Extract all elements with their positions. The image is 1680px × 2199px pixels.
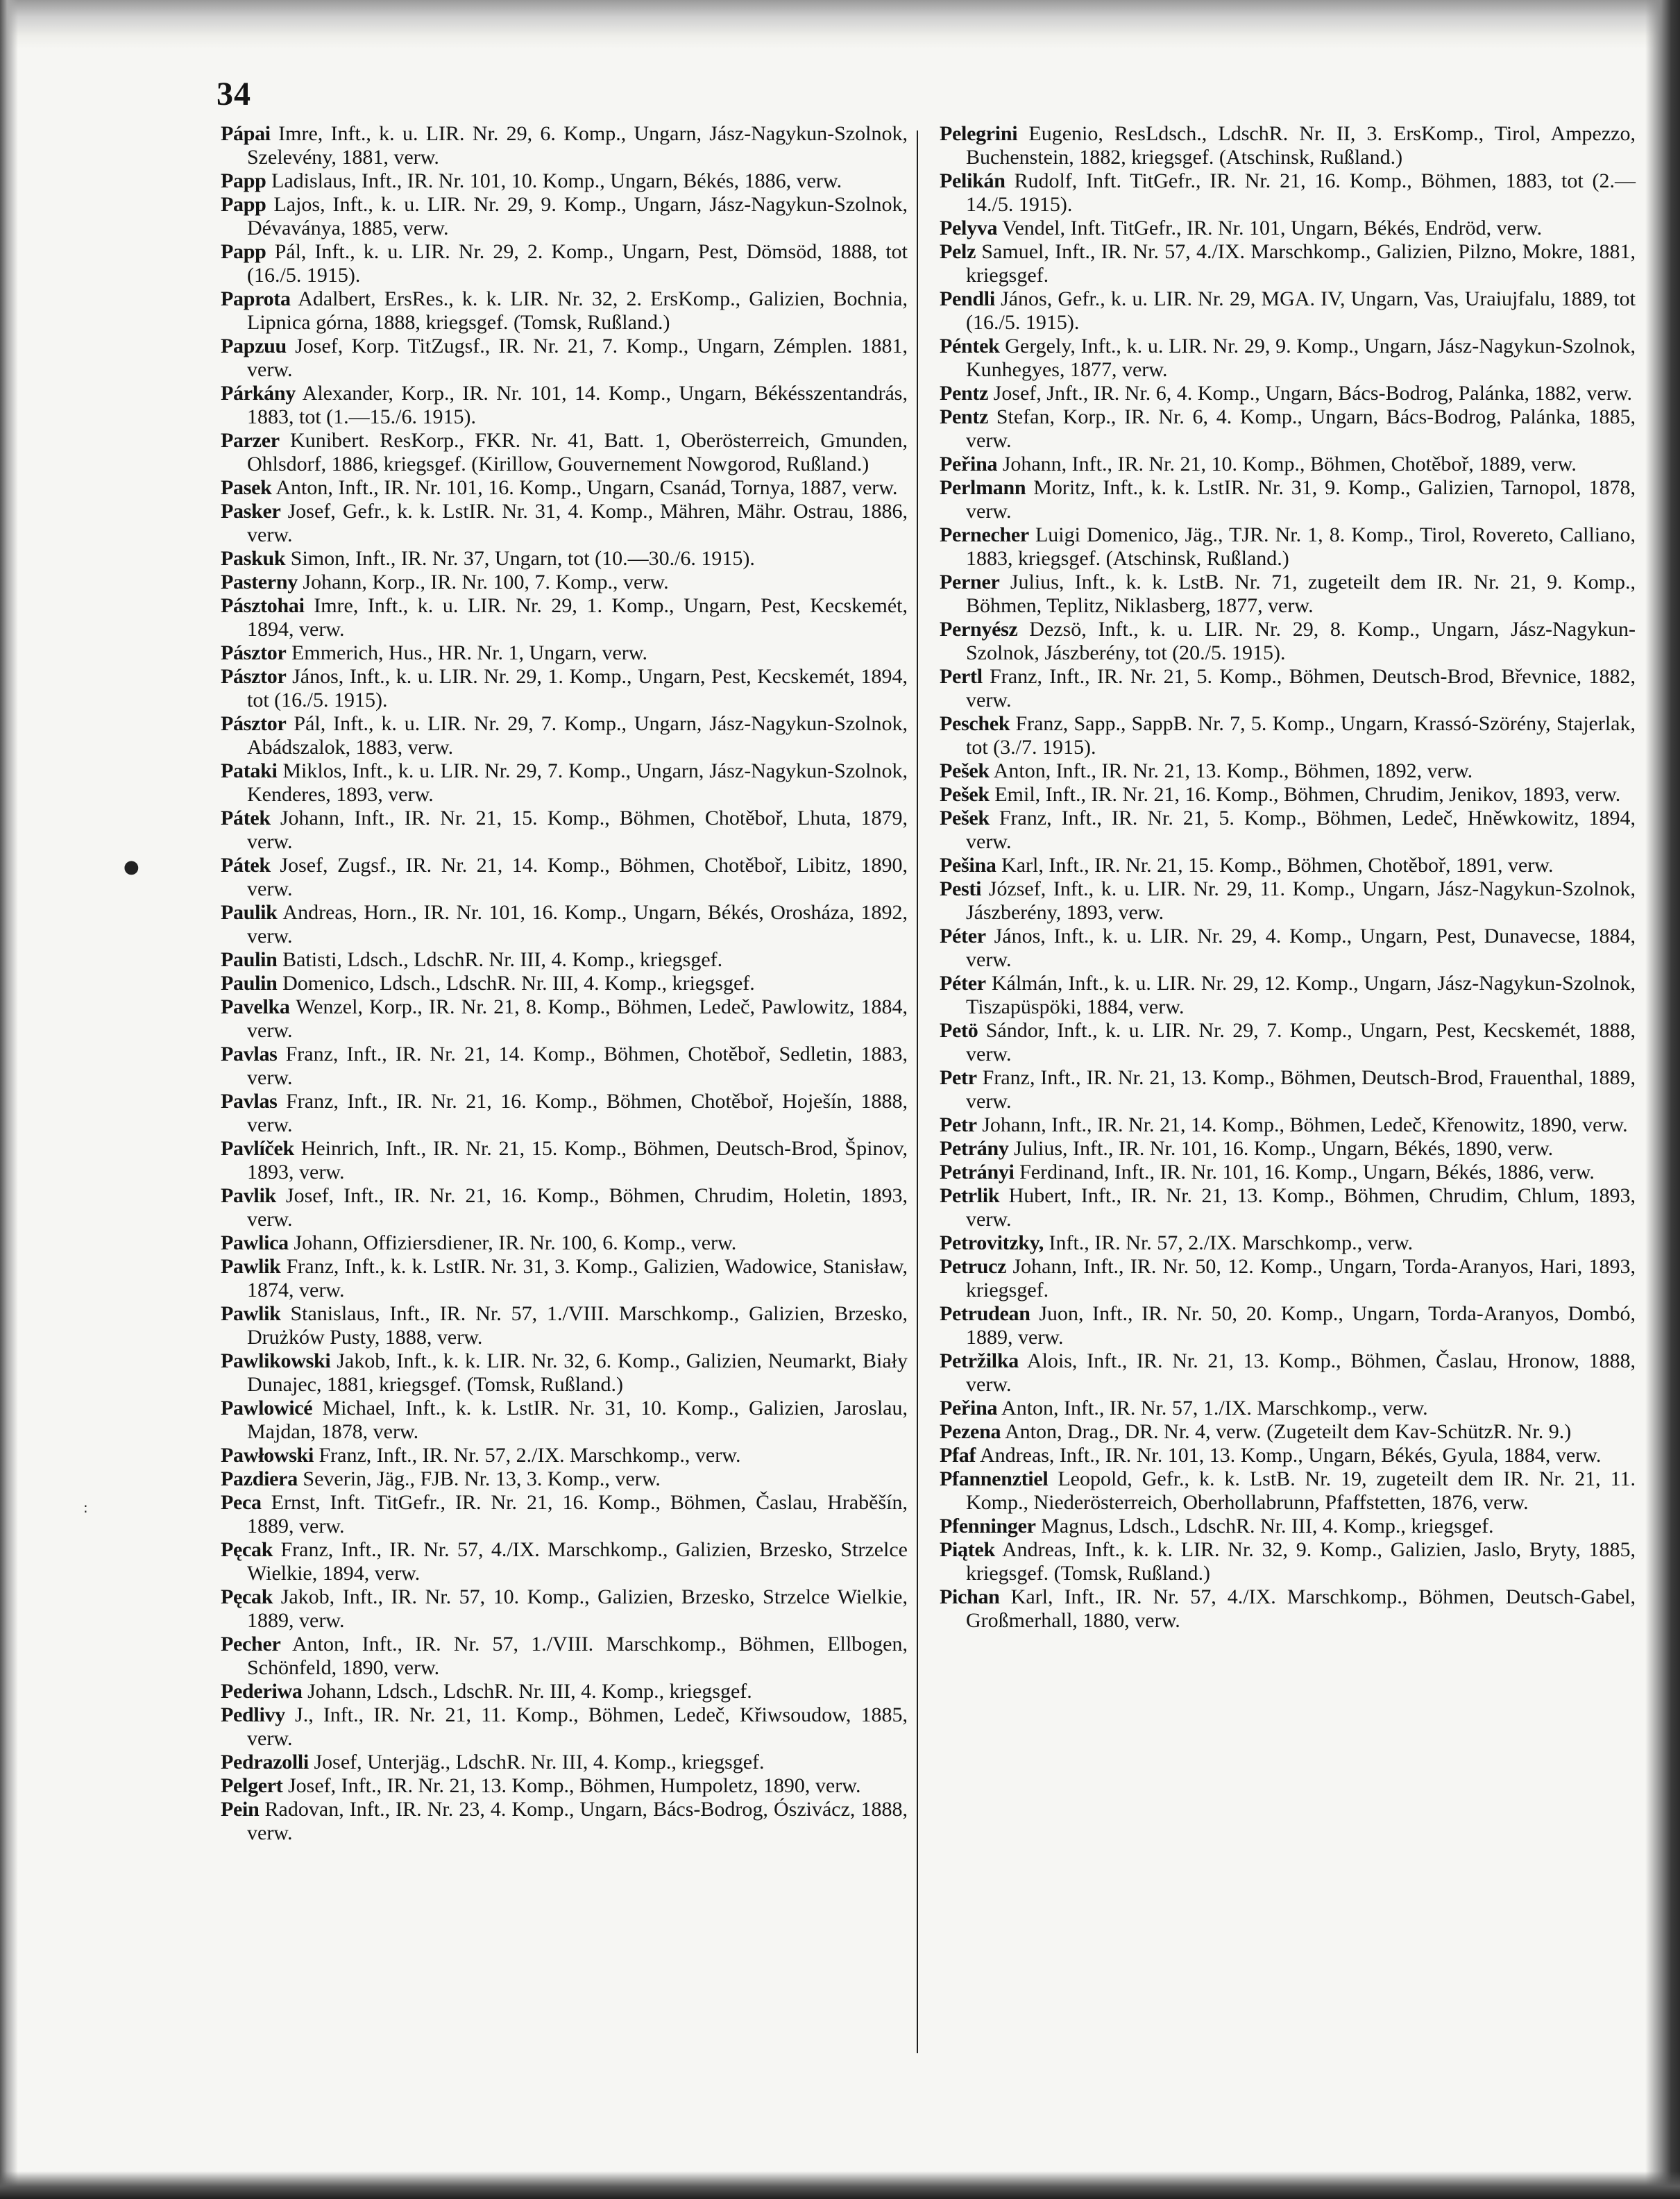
entry-surname: Péter — [940, 925, 986, 947]
entry-surname: Petr — [940, 1066, 977, 1089]
register-entry — [940, 759, 1636, 783]
entry-surname: Perlmann — [940, 476, 1026, 499]
register-entry — [221, 972, 908, 995]
register-entry — [940, 476, 1636, 523]
entry-surname: Pawlikowski — [221, 1349, 331, 1372]
register-entry — [221, 1397, 908, 1444]
register-entry — [940, 1137, 1636, 1161]
entry-surname: Pelikán — [940, 169, 1006, 192]
entry-surname: Pfenninger — [940, 1515, 1036, 1537]
register-entry — [221, 1090, 908, 1137]
entry-details: Pál, Inft., k. u. LIR. Nr. 29, 2. Komp., Ungarn, Pest, Dömsöd, 1888, tot (16./5. 1915). — [247, 240, 908, 287]
register-entry — [940, 1302, 1636, 1349]
register-entry — [940, 1349, 1636, 1397]
entry-surname: Pásztor — [221, 641, 287, 664]
entry-surname: Papp — [221, 169, 266, 192]
entry-details: Andreas, Horn., IR. Nr. 101, 16. Komp., Ungarn, Békés, Orosháza, 1892, verw. — [247, 901, 908, 947]
entry-surname: Petrlik — [940, 1184, 1000, 1207]
entry-details: Luigi Domenico, Jäg., TJR. Nr. 1, 8. Komp., Tirol, Rovereto, Calliano, 1883, kriegsgef. (Atschinsk, Rußland.) — [966, 523, 1636, 570]
register-entry — [221, 1585, 908, 1633]
entry-surname: Paulin — [221, 972, 278, 995]
register-entry — [221, 1538, 908, 1585]
entry-details: Leopold, Gefr., k. k. LstB. Nr. 19, zugeteilt dem IR. Nr. 21, 11. Komp., Niederösterreich, Oberhollabrunn, Pfaffstetten, 1876, verw. — [966, 1467, 1636, 1514]
register-entry — [940, 287, 1636, 335]
entry-surname: Petö — [940, 1019, 978, 1042]
entry-surname: Pešina — [940, 854, 996, 877]
register-entry — [221, 641, 908, 665]
register-entry — [221, 1703, 908, 1751]
register-entry — [940, 1444, 1636, 1467]
entry-surname: Pawlica — [221, 1231, 289, 1254]
register-entry — [940, 1515, 1636, 1538]
entry-details: Josef, Gefr., k. k. LstIR. Nr. 31, 4. Komp., Mähren, Mähr. Ostrau, 1886, verw. — [247, 500, 908, 546]
entry-surname: Péntek — [940, 335, 1000, 357]
register-entry — [940, 1231, 1636, 1255]
entry-details: Johann, Inft., IR. Nr. 21, 15. Komp., Böhmen, Chotěboř, Lhuta, 1879, verw. — [247, 807, 908, 853]
entry-surname: Petrudean — [940, 1302, 1030, 1325]
entry-details: Franz, Inft., IR. Nr. 57, 2./IX. Marschkomp., verw. — [319, 1444, 741, 1467]
entry-surname: Pavlas — [221, 1090, 278, 1113]
entry-surname: Pásztor — [221, 712, 287, 735]
register-entry — [221, 1633, 908, 1680]
register-entry — [221, 712, 908, 759]
entry-surname: Pasterny — [221, 571, 298, 593]
column-divider — [917, 130, 918, 2053]
register-entry — [940, 783, 1636, 807]
register-entry — [940, 1184, 1636, 1231]
register-entry — [221, 995, 908, 1043]
entry-details: Vendel, Inft. TitGefr., IR. Nr. 101, Ungarn, Békés, Endröd, verw. — [1002, 217, 1543, 239]
entry-details: Anton, Inft., IR. Nr. 57, 1./VIII. Marschkomp., Böhmen, Ellbogen, Schönfeld, 1890, verw. — [247, 1633, 908, 1679]
entry-details: Franz, Inft., IR. Nr. 21, 14. Komp., Böhmen, Chotěboř, Sedletin, 1883, verw. — [247, 1043, 908, 1089]
entry-details: Radovan, Inft., IR. Nr. 23, 4. Komp., Ungarn, Bács-Bodrog, Ószivácz, 1888, verw. — [247, 1798, 908, 1844]
entry-surname: Pernecher — [940, 523, 1029, 546]
register-entry — [221, 759, 908, 807]
entry-details: Anton, Inft., IR. Nr. 57, 1./IX. Marschkomp., verw. — [1001, 1397, 1428, 1419]
entry-details: Hubert, Inft., IR. Nr. 21, 13. Komp., Böhmen, Chrudim, Chlum, 1893, verw. — [966, 1184, 1636, 1231]
entry-details: Franz, Inft., k. k. LstIR. Nr. 31, 3. Komp., Galizien, Wadowice, Stanisław, 1874, verw. — [247, 1255, 908, 1301]
entry-details: Stanislaus, Inft., IR. Nr. 57, 1./VIII. Marschkomp., Galizien, Brzesko, Drużków Pusty, 1888, verw. — [247, 1302, 908, 1349]
register-entry — [940, 972, 1636, 1019]
register-entry — [221, 1444, 908, 1467]
entry-surname: Pelgert — [221, 1774, 283, 1797]
register-entry — [221, 594, 908, 641]
entry-surname: Pataki — [221, 759, 278, 782]
entry-surname: Parzer — [221, 429, 280, 452]
entry-details: Rudolf, Inft. TitGefr., IR. Nr. 21, 16. Komp., Böhmen, 1883, tot (2.—14./5. 1915). — [966, 169, 1636, 216]
entry-details: Lajos, Inft., k. u. LIR. Nr. 29, 9. Komp., Ungarn, Jász-Nagykun-Szolnok, Dévaványa, 1885, verw. — [247, 193, 908, 239]
entry-surname: Pfaf — [940, 1444, 976, 1467]
entry-surname: Pendli — [940, 287, 995, 310]
entry-details: János, Gefr., k. u. LIR. Nr. 29, MGA. IV, Ungarn, Vas, Uraiujfalu, 1889, tot (16./5. 1915). — [966, 287, 1636, 334]
entry-details: Alexander, Korp., IR. Nr. 101, 14. Komp., Ungarn, Békésszentandrás, 1883, tot (1.—15./6. 1915). — [247, 382, 908, 428]
entry-surname: Petrányi — [940, 1161, 1015, 1183]
entry-details: Anton, Drag., DR. Nr. 4, verw. (Zugeteilt dem Kav-SchützR. Nr. 9.) — [1005, 1420, 1572, 1443]
entry-surname: Pawlik — [221, 1302, 281, 1325]
register-entry — [940, 169, 1636, 217]
entry-surname: Peca — [221, 1491, 262, 1514]
entry-details: Julius, Inft., k. k. LstB. Nr. 71, zugeteilt dem IR. Nr. 21, 9. Komp., Böhmen, Teplitz, Niklasberg, 1877, verw. — [966, 571, 1636, 617]
register-entry — [940, 571, 1636, 618]
entry-surname: Piątek — [940, 1538, 995, 1561]
register-entry — [940, 1066, 1636, 1113]
register-entry — [221, 476, 908, 500]
entry-details: Moritz, Inft., k. k. LstIR. Nr. 31, 9. Komp., Galizien, Tarnopol, 1878, verw. — [966, 476, 1636, 523]
scan-shadow-right — [1645, 0, 1680, 2199]
entry-details: Alois, Inft., IR. Nr. 21, 13. Komp., Böhmen, Časlau, Hronow, 1888, verw. — [966, 1349, 1636, 1396]
entry-surname: Pesti — [940, 877, 982, 900]
entry-details: Karl, Inft., IR. Nr. 21, 15. Komp., Böhmen, Chotěboř, 1891, verw. — [1001, 854, 1554, 877]
entry-surname: Pęcak — [221, 1585, 273, 1608]
entry-details: Josef, Zugsf., IR. Nr. 21, 14. Komp., Böhmen, Chotěboř, Libitz, 1890, verw. — [247, 854, 908, 900]
register-entry — [940, 925, 1636, 972]
entry-details: Johann, Ldsch., LdschR. Nr. III, 4. Komp., kriegsgef. — [307, 1680, 752, 1703]
entry-surname: Pedlivy — [221, 1703, 285, 1726]
entry-details: József, Inft., k. u. LIR. Nr. 29, 11. Komp., Ungarn, Jász-Nagykun-Szolnok, Jászberény, 1893, verw. — [966, 877, 1636, 924]
register-entry — [221, 169, 908, 193]
register-entry — [221, 1302, 908, 1349]
register-entry — [221, 807, 908, 854]
register-entry — [940, 335, 1636, 382]
register-entry — [221, 1231, 908, 1255]
entry-surname: Peřina — [940, 1397, 998, 1419]
entry-surname: Pawlowicé — [221, 1397, 313, 1419]
entry-details: Johann, Inft., IR. Nr. 21, 14. Komp., Böhmen, Ledeč, Křenowitz, 1890, verw. — [982, 1113, 1628, 1136]
entry-details: Gergely, Inft., k. u. LIR. Nr. 29, 9. Komp., Ungarn, Jász-Nagykun-Szolnok, Kunhegyes, 1877, verw. — [966, 335, 1636, 381]
entry-details: Sándor, Inft., k. u. LIR. Nr. 29, 7. Komp., Ungarn, Pest, Kecskemét, 1888, verw. — [966, 1019, 1636, 1065]
entry-details: Heinrich, Inft., IR. Nr. 21, 15. Komp., Böhmen, Deutsch-Brod, Špinov, 1893, verw. — [247, 1137, 908, 1183]
entry-surname: Pawlik — [221, 1255, 281, 1278]
register-entry — [221, 193, 908, 240]
register-entry — [221, 1137, 908, 1184]
entry-details: Johann, Korp., IR. Nr. 100, 7. Komp., verw. — [303, 571, 669, 593]
entry-details: Inft., IR. Nr. 57, 2./IX. Marschkomp., verw. — [1049, 1231, 1414, 1254]
entry-surname: Pásztohai — [221, 594, 305, 617]
entry-details: Andreas, Inft., k. k. LIR. Nr. 32, 9. Komp., Galizien, Jaslo, Bryty, 1885, kriegsgef. (Tomsk, Rußland.) — [966, 1538, 1636, 1585]
entry-surname: Pešek — [940, 783, 990, 806]
entry-surname: Paulin — [221, 948, 278, 971]
entry-details: Johann, Offiziersdiener, IR. Nr. 100, 6. Komp., verw. — [294, 1231, 737, 1254]
register-entry — [940, 453, 1636, 476]
entry-details: Imre, Inft., k. u. LIR. Nr. 29, 1. Komp., Ungarn, Pest, Kecskemét, 1894, verw. — [247, 594, 908, 641]
entry-surname: Pavlíček — [221, 1137, 294, 1160]
entry-details: Ernst, Inft. TitGefr., IR. Nr. 21, 16. Komp., Böhmen, Časlau, Hraběšín, 1889, verw. — [247, 1491, 908, 1537]
register-entry — [940, 854, 1636, 877]
register-entry — [221, 948, 908, 972]
register-entry — [940, 1397, 1636, 1420]
entry-surname: Pásztor — [221, 665, 287, 688]
entry-details: Josef, Korp. TitZugsf., IR. Nr. 21, 7. Komp., Ungarn, Zémplen. 1881, verw. — [247, 335, 908, 381]
register-entry — [940, 1538, 1636, 1585]
register-entry — [221, 665, 908, 712]
entry-details: Andreas, Inft., IR. Nr. 101, 13. Komp., Ungarn, Békés, Gyula, 1884, verw. — [979, 1444, 1602, 1467]
entry-details: Imre, Inft., k. u. LIR. Nr. 29, 6. Komp., Ungarn, Jász-Nagykun-Szolnok, Szelevény, 1881, verw. — [247, 122, 908, 169]
register-entry — [221, 1467, 908, 1491]
entry-surname: Pápai — [221, 122, 271, 145]
entry-surname: Pasker — [221, 500, 281, 523]
entry-surname: Paskuk — [221, 547, 286, 570]
register-entry — [940, 240, 1636, 287]
entry-surname: Pecher — [221, 1633, 281, 1655]
entry-details: Emmerich, Hus., HR. Nr. 1, Ungarn, verw. — [291, 641, 647, 664]
entry-details: Pál, Inft., k. u. LIR. Nr. 29, 7. Komp., Ungarn, Jász-Nagykun-Szolnok, Abádszalok, 1883, verw. — [247, 712, 908, 759]
entry-surname: Pezena — [940, 1420, 1001, 1443]
entry-surname: Párkány — [221, 382, 296, 405]
entry-details: Samuel, Inft., IR. Nr. 57, 4./IX. Marschkomp., Galizien, Pilzno, Mokre, 1881, kriegsgef. — [966, 240, 1636, 287]
entry-details: Franz, Inft., IR. Nr. 21, 13. Komp., Böhmen, Deutsch-Brod, Frauenthal, 1889, verw. — [966, 1066, 1636, 1113]
entry-details: Franz, Inft., IR. Nr. 21, 5. Komp., Böhmen, Deutsch-Brod, Břevnice, 1882, verw. — [966, 665, 1636, 711]
entry-details: Franz, Inft., IR. Nr. 21, 16. Komp., Böhmen, Chotěboř, Hoješín, 1888, verw. — [247, 1090, 908, 1136]
register-entry — [221, 1680, 908, 1703]
entry-details: Eugenio, ResLdsch., LdschR. Nr. II, 3. ErsKomp., Tirol, Ampezzo, Buchenstein, 1882, kriegsgef. (Atschinsk, Rußland.) — [966, 122, 1636, 169]
entry-surname: Pátek — [221, 854, 271, 877]
entry-surname: Peschek — [940, 712, 1010, 735]
register-entry — [940, 1019, 1636, 1066]
entry-surname: Papp — [221, 193, 266, 216]
entry-details: Miklos, Inft., k. u. LIR. Nr. 29, 7. Komp., Ungarn, Jász-Nagykun-Szolnok, Kenderes, 1893, verw. — [247, 759, 908, 806]
register-entry — [940, 523, 1636, 571]
entry-details: Anton, Inft., IR. Nr. 101, 16. Komp., Ungarn, Csanád, Tornya, 1887, verw. — [275, 476, 898, 499]
register-entry — [940, 1467, 1636, 1515]
margin-speck-mark: : — [83, 1499, 88, 1516]
register-entry — [221, 547, 908, 571]
register-entry — [940, 1161, 1636, 1184]
entry-details: János, Inft., k. u. LIR. Nr. 29, 1. Komp., Ungarn, Pest, Kecskemét, 1894, tot (16./5. 1915). — [247, 665, 908, 711]
entry-surname: Papzuu — [221, 335, 287, 357]
register-entry — [221, 571, 908, 594]
entry-surname: Pavlas — [221, 1043, 278, 1065]
register-entry — [940, 1420, 1636, 1444]
entry-surname: Peřina — [940, 453, 998, 475]
entry-surname: Pazdiera — [221, 1467, 298, 1490]
page-number: 34 — [217, 76, 251, 112]
entry-surname: Pederiwa — [221, 1680, 303, 1703]
register-entry — [221, 1798, 908, 1845]
entry-details: Josef, Jnft., IR. Nr. 6, 4. Komp., Ungarn, Bács-Bodrog, Palánka, 1882, verw. — [993, 382, 1633, 405]
entry-details: Franz, Sapp., SappB. Nr. 7, 5. Komp., Ungarn, Krassó-Szörény, Stajerlak, tot (3./7. 1915). — [966, 712, 1636, 759]
entry-surname: Pavlik — [221, 1184, 276, 1207]
entry-surname: Pešek — [940, 807, 990, 829]
register-entry — [221, 1043, 908, 1090]
entry-surname: Pentz — [940, 405, 989, 428]
scan-shadow-left — [0, 0, 18, 2199]
register-entry — [940, 1255, 1636, 1302]
entry-surname: Paulik — [221, 901, 278, 924]
register-entry — [221, 1774, 908, 1798]
entry-surname: Petrány — [940, 1137, 1009, 1160]
register-entry — [221, 122, 908, 169]
entry-surname: Petr — [940, 1113, 977, 1136]
register-entry — [221, 429, 908, 476]
entry-surname: Pešek — [940, 759, 990, 782]
entry-details: Domenico, Ldsch., LdschR. Nr. III, 4. Komp., kriegsgef. — [282, 972, 755, 995]
entry-surname: Péter — [940, 972, 986, 995]
register-entry — [940, 382, 1636, 405]
entry-surname: Pátek — [221, 807, 271, 829]
register-entry — [940, 712, 1636, 759]
entry-details: Josef, Inft., IR. Nr. 21, 13. Komp., Böhmen, Humpoletz, 1890, verw. — [288, 1774, 861, 1797]
entry-details: Simon, Inft., IR. Nr. 37, Ungarn, tot (10.—30./6. 1915). — [290, 547, 755, 570]
register-entry — [940, 1585, 1636, 1633]
register-entry — [221, 240, 908, 287]
entry-surname: Pavelka — [221, 995, 290, 1018]
entry-details: Wenzel, Korp., IR. Nr. 21, 8. Komp., Böhmen, Ledeč, Pawlowitz, 1884, verw. — [247, 995, 908, 1042]
register-entry — [940, 877, 1636, 925]
entry-surname: Pelyva — [940, 217, 998, 239]
entry-details: Adalbert, ErsRes., k. k. LIR. Nr. 32, 2. ErsKomp., Galizien, Bochnia, Lipnica górna, 1888, kriegsgef. (Tomsk, Rußland.) — [247, 287, 908, 334]
register-entry — [221, 1184, 908, 1231]
entry-details: Karl, Inft., IR. Nr. 57, 4./IX. Marschkomp., Böhmen, Deutsch-Gabel, Großmerhall, 1880, verw. — [966, 1585, 1636, 1632]
entry-surname: Pentz — [940, 382, 989, 405]
entry-details: Dezsö, Inft., k. u. LIR. Nr. 29, 8. Komp., Ungarn, Jász-Nagykun-Szolnok, Jászberény, tot (20./5. 1915). — [966, 618, 1636, 664]
entry-details: Franz, Inft., IR. Nr. 57, 4./IX. Marschkomp., Galizien, Brzesko, Strzelce Wielkie, 1894, verw. — [247, 1538, 908, 1585]
entry-surname: Papp — [221, 240, 266, 263]
right-column — [940, 122, 1636, 1633]
scan-shadow-top — [0, 0, 1680, 49]
entry-details: Batisti, Ldsch., LdschR. Nr. III, 4. Komp., kriegsgef. — [282, 948, 723, 971]
register-entry — [221, 335, 908, 382]
entry-surname: Pelz — [940, 240, 976, 263]
entry-details: Kálmán, Inft., k. u. LIR. Nr. 29, 12. Komp., Ungarn, Jász-Nagykun-Szolnok, Tiszapüspöki, 1884, verw. — [966, 972, 1636, 1018]
entry-surname: Pedrazolli — [221, 1751, 309, 1773]
scan-shadow-bottom — [0, 2171, 1680, 2199]
entry-details: Juon, Inft., IR. Nr. 50, 20. Komp., Ungarn, Torda-Aranyos, Dombó, 1889, verw. — [966, 1302, 1636, 1349]
entry-surname: Pein — [221, 1798, 260, 1821]
entry-surname: Pichan — [940, 1585, 1000, 1608]
register-entry — [221, 854, 908, 901]
entry-surname: Pęcak — [221, 1538, 273, 1561]
entry-surname: Pawłowski — [221, 1444, 314, 1467]
entry-surname: Pernyész — [940, 618, 1018, 641]
register-entry — [940, 807, 1636, 854]
entry-details: Johann, Inft., IR. Nr. 50, 12. Komp., Ungarn, Torda-Aranyos, Hari, 1893, kriegsgef. — [966, 1255, 1636, 1301]
entry-surname: Petrucz — [940, 1255, 1007, 1278]
entry-surname: Pertl — [940, 665, 983, 688]
entry-details: J., Inft., IR. Nr. 21, 11. Komp., Böhmen, Ledeč, Křiwsoudow, 1885, verw. — [247, 1703, 908, 1750]
register-entry — [221, 500, 908, 547]
register-entry — [940, 665, 1636, 712]
entry-surname: Paprota — [221, 287, 291, 310]
entry-details: Michael, Inft., k. k. LstIR. Nr. 31, 10. Komp., Galizien, Jaroslau, Majdan, 1878, verw. — [247, 1397, 908, 1443]
entry-details: János, Inft., k. u. LIR. Nr. 29, 4. Komp., Ungarn, Pest, Dunavecse, 1884, verw. — [966, 925, 1636, 971]
margin-dot-mark: ● — [124, 857, 139, 877]
register-entry — [221, 901, 908, 948]
register-entry — [221, 1751, 908, 1774]
entry-details: Stefan, Korp., IR. Nr. 6, 4. Komp., Ungarn, Bács-Bodrog, Palánka, 1885, verw. — [966, 405, 1636, 452]
entry-surname: Petržilka — [940, 1349, 1019, 1372]
register-entry — [940, 405, 1636, 453]
entry-surname: Perner — [940, 571, 1000, 593]
register-entry — [221, 1491, 908, 1538]
entry-surname: Pfannenztiel — [940, 1467, 1049, 1490]
entry-details: Ferdinand, Inft., IR. Nr. 101, 16. Komp., Ungarn, Békés, 1886, verw. — [1019, 1161, 1595, 1183]
entry-details: Franz, Inft., IR. Nr. 21, 5. Komp., Böhmen, Ledeč, Hněwkowitz, 1894, verw. — [966, 807, 1636, 853]
register-entry — [940, 618, 1636, 665]
register-entry — [221, 1349, 908, 1397]
entry-details: Johann, Inft., IR. Nr. 21, 10. Komp., Böhmen, Chotěboř, 1889, verw. — [1002, 453, 1577, 475]
entry-surname: Pasek — [221, 476, 272, 499]
entry-details: Emil, Inft., IR. Nr. 21, 16. Komp., Böhmen, Chrudim, Jenikov, 1893, verw. — [994, 783, 1621, 806]
entry-details: Ladislaus, Inft., IR. Nr. 101, 10. Komp., Ungarn, Békés, 1886, verw. — [271, 169, 842, 192]
entry-details: Jakob, Inft., IR. Nr. 57, 10. Komp., Galizien, Brzesko, Strzelce Wielkie, 1889, verw. — [247, 1585, 908, 1632]
entry-surname: Pelegrini — [940, 122, 1018, 145]
entry-details: Josef, Inft., IR. Nr. 21, 16. Komp., Böhmen, Chrudim, Holetin, 1893, verw. — [247, 1184, 908, 1231]
entry-details: Anton, Inft., IR. Nr. 21, 13. Komp., Böhmen, 1892, verw. — [993, 759, 1473, 782]
register-entry — [940, 1113, 1636, 1137]
register-entry — [940, 122, 1636, 169]
entry-details: Severin, Jäg., FJB. Nr. 13, 3. Komp., verw. — [303, 1467, 661, 1490]
entry-details: Kunibert. ResKorp., FKR. Nr. 41, Batt. 1, Oberösterreich, Gmunden, Ohlsdorf, 1886, kriegsgef. (Kirillow, Gouvernement Nowgorod, Rußland.) — [247, 429, 908, 475]
entry-details: Magnus, Ldsch., LdschR. Nr. III, 4. Komp., kriegsgef. — [1041, 1515, 1494, 1537]
entry-details: Jakob, Inft., k. k. LIR. Nr. 32, 6. Komp., Galizien, Neumarkt, Biały Dunajec, 1881, kriegsgef. (Tomsk, Rußland.) — [247, 1349, 908, 1396]
entry-details: Julius, Inft., IR. Nr. 101, 16. Komp., Ungarn, Békés, 1890, verw. — [1014, 1137, 1554, 1160]
left-column — [221, 122, 908, 1845]
entry-details: Josef, Unterjäg., LdschR. Nr. III, 4. Komp., kriegsgef. — [314, 1751, 765, 1773]
register-entry — [940, 217, 1636, 240]
register-entry — [221, 1255, 908, 1302]
register-entry — [221, 287, 908, 335]
entry-surname: Petrovitzky, — [940, 1231, 1044, 1254]
register-entry — [221, 382, 908, 429]
